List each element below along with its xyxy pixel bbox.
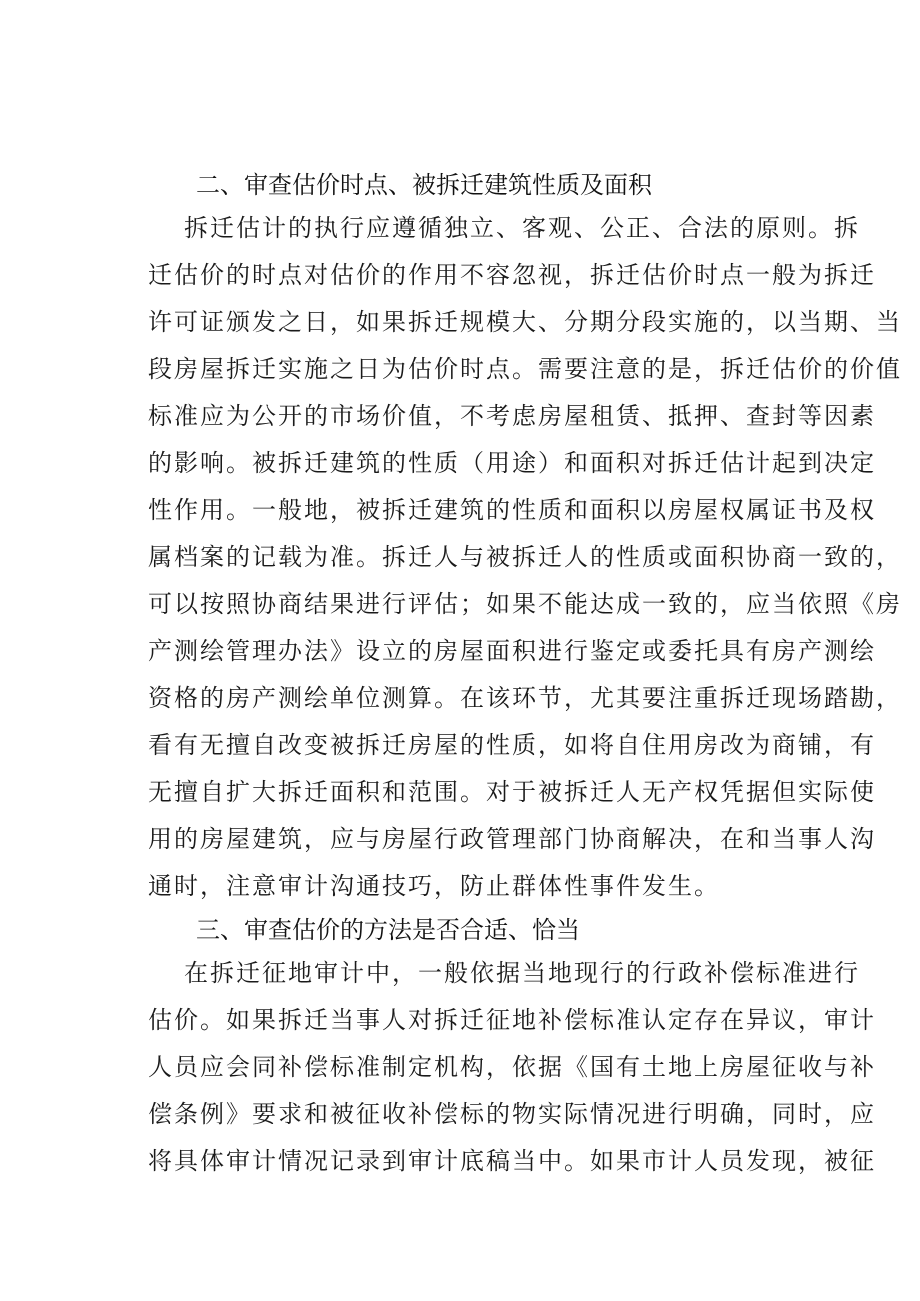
section-2-paragraph	[148, 205, 902, 910]
text-line: 性作用。一般地，被拆迁建筑的性质和面积以房屋权属证书及权	[148, 496, 876, 524]
text-line: 资格的房产测绘单位测算。在该环节，尤其要注重拆迁现场踏勘，	[148, 684, 902, 712]
text-line: 看有无擅自改变被拆迁房屋的性质，如将自住用房改为商铺，有	[148, 731, 876, 759]
text-line: 迁估价的时点对估价的作用不容忽视，拆迁估价时点一般为拆迁	[148, 261, 876, 289]
text-line: 段房屋拆迁实施之日为估价时点。需要注意的是，拆迁估价的价值	[148, 355, 902, 383]
section-heading-3: 三、审查估价的方法是否合适、恰当	[196, 916, 580, 944]
text-line: 拆迁估计的执行应遵循独立、客观、公正、合法的原则。拆	[184, 214, 860, 242]
text-line: 通时，注意审计沟通技巧，防止群体性事件发生。	[148, 872, 720, 900]
text-line: 在拆迁征地审计中，一般依据当地现行的行政补偿标准进行	[184, 959, 860, 987]
section-heading-2: 二、审查估价时点、被拆迁建筑性质及面积	[196, 171, 652, 199]
text-line: 产测绘管理办法》设立的房屋面积进行鉴定或委托具有房产测绘	[148, 637, 876, 665]
text-line: 将具体审计情况记录到审计底稿当中。如果市计人员发现，被征	[148, 1147, 876, 1175]
text-line: 偿条例》要求和被征收补偿标的物实际情况进行明确，同时，应	[148, 1100, 876, 1128]
section-3-paragraph	[148, 950, 876, 1185]
text-line: 无擅自扩大拆迁面积和范围。对于被拆迁人无产权凭据但实际使	[148, 778, 876, 806]
document-body	[148, 165, 902, 1185]
text-line: 用的房屋建筑，应与房屋行政管理部门协商解决，在和当事人沟	[148, 825, 876, 853]
text-line: 估价。如果拆迁当事人对拆迁征地补偿标准认定存在异议，审计	[148, 1006, 876, 1034]
text-line: 标准应为公开的市场价值，不考虑房屋租赁、抵押、查封等因素	[148, 402, 876, 430]
text-line: 属档案的记载为准。拆迁人与被拆迁人的性质或面积协商一致的，	[148, 543, 902, 571]
text-line: 可以按照协商结果进行评估；如果不能达成一致的，应当依照《房	[148, 590, 902, 618]
text-line: 的影响。被拆迁建筑的性质（用途）和面积对拆迁估计起到决定	[148, 449, 876, 477]
text-line: 人员应会同补偿标准制定机构，依据《国有土地上房屋征收与补	[148, 1053, 876, 1081]
text-line: 许可证颁发之日，如果拆迁规模大、分期分段实施的，以当期、当	[148, 308, 902, 336]
